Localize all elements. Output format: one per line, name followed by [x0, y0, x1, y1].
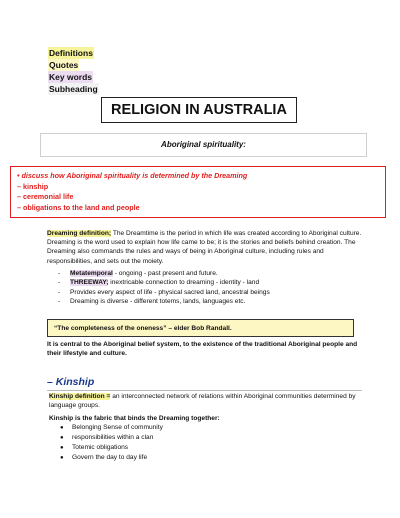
- list-item-text: - ongoing - past present and future.: [112, 270, 218, 277]
- list-item-text: Govern the day to day life: [72, 454, 148, 461]
- list-item-text: Belonging Sense of community: [72, 424, 163, 431]
- bullet-icon: ●: [60, 455, 64, 461]
- syllabus-line-4: – obligations to the land and people: [17, 202, 140, 212]
- kinship-text: an interconnected network of relations within Aboriginal communities determined by language groups.: [49, 393, 356, 410]
- list-item-text: responsibilities within a clan: [72, 434, 154, 441]
- threeway-term: THREEWAY;: [70, 279, 109, 287]
- metatemporal-term: Metatemporal: [70, 270, 113, 277]
- dreaming-text: The Dreamtime is the period in which life was created according to Aboriginal culture. Dreaming is the word used to explain how life came to be; it is the stories and beliefs behind creation. The Dreaming also commands the rules and ways of being in Aboriginal culture, including rules and responsibilities, and sets out the moiety.: [47, 230, 362, 265]
- syllabus-line-1: • discuss how Aboriginal spirituality is determined by the Dreaming: [17, 171, 248, 180]
- list-item: [58, 297, 270, 306]
- list-item: [58, 288, 270, 297]
- bullet-icon: ●: [60, 435, 64, 441]
- highlight-legend: [47, 47, 100, 95]
- kinship-points-list: [60, 423, 163, 463]
- syllabus-box: [10, 166, 386, 218]
- dreaming-term: Dreaming definition;: [47, 230, 112, 237]
- list-item-text: Totemic obligations: [72, 444, 129, 451]
- kinship-heading: – Kinship: [47, 376, 95, 388]
- list-item: [60, 423, 163, 433]
- section-subtitle: Aboriginal spirituality:: [40, 133, 367, 157]
- bullet-icon: ●: [60, 425, 64, 431]
- syllabus-line-2: – kinship: [17, 181, 49, 191]
- list-item: [60, 433, 163, 443]
- list-item-text: Provides every aspect of life - physical sacred land, ancestral beings: [70, 288, 270, 296]
- list-item: [58, 269, 270, 278]
- list-item: [60, 443, 163, 453]
- kinship-term: Kinship definition =: [49, 393, 111, 400]
- page-title: RELIGION IN AUSTRALIA: [101, 97, 297, 123]
- list-item-text: inextricable connection to dreaming - identity - land: [108, 279, 260, 287]
- list-item: [60, 453, 163, 463]
- legend-subheading: Subheading: [49, 84, 98, 94]
- quote-box: “The completeness of the oneness” – elder Bob Randall.: [47, 319, 354, 337]
- dreaming-points-list: [58, 269, 270, 307]
- bullet-icon: ●: [60, 445, 64, 451]
- list-item: [58, 278, 270, 287]
- kinship-definition: [49, 392, 364, 410]
- syllabus-line-3: – ceremonial life: [17, 192, 74, 201]
- kinship-fabric: Kinship is the fabric that binds the Dreaming together:: [49, 415, 220, 422]
- legend-definitions: Definitions: [49, 48, 93, 58]
- central-text: It is central to the Aboriginal belief system, to the existence of the traditional Aboriginal people and their lifestyle and culture.: [47, 341, 358, 358]
- legend-key-words: Key words: [49, 72, 92, 82]
- heading-divider: [47, 390, 362, 391]
- dreaming-definition: [47, 229, 362, 266]
- legend-quotes: Quotes: [49, 60, 79, 70]
- list-item-text: Dreaming is diverse - different totems, lands, languages etc.: [70, 298, 246, 306]
